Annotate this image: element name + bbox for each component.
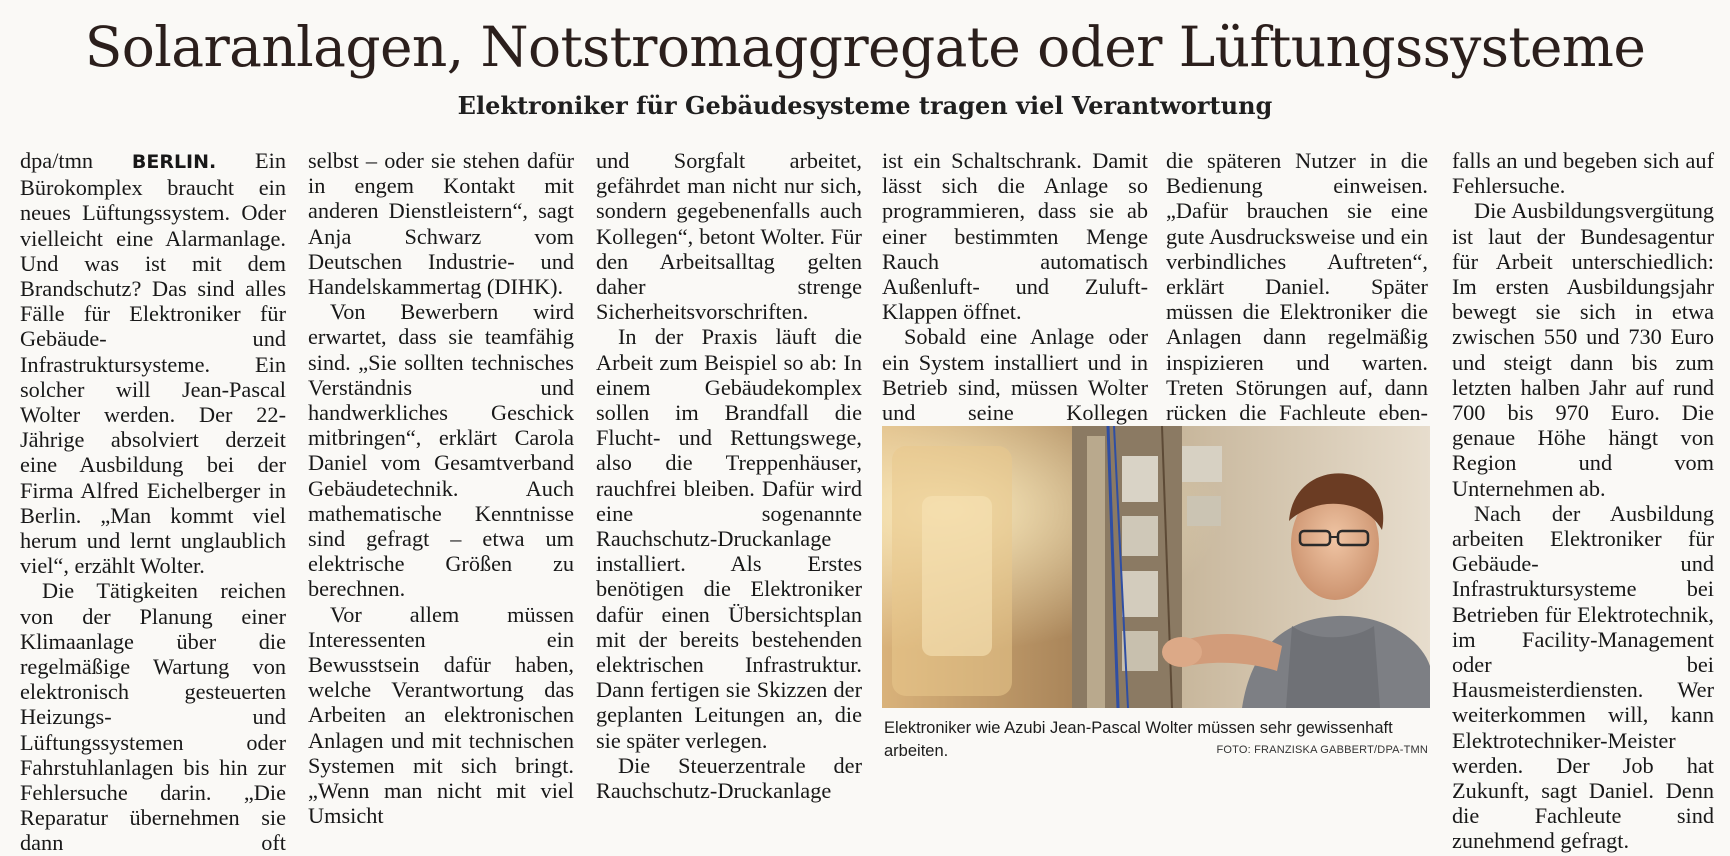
article-column-1 <box>20 148 286 856</box>
dateline-city: BERLIN. <box>131 151 217 173</box>
paragraph: selbst – oder sie stehen dafür in engem Kontakt mit anderen Dienstleistern“, sagt Anja Schwarz vom Deutschen Industrie- und Handelskammertag (DIHK). <box>308 148 574 300</box>
article-column-5 <box>1166 148 1428 425</box>
paragraph: Vor allem müssen Interessenten ein Bewusstsein dafür haben, welche Verantwortung das Arbeiten an elektronischen Anlagen und mit technischen Systemen mit sich bringt. „Wenn man nicht mit viel Umsicht <box>308 601 574 829</box>
article-photo <box>882 426 1430 708</box>
subheadline: Elektroniker für Gebäudesysteme tragen viel Verantwortung <box>457 91 1273 120</box>
article-column-2 <box>308 148 574 828</box>
paragraph: Sobald eine Anlage oder ein System installiert und in Betrieb sind, müssen Wolter und seine Kollegen <box>882 324 1148 426</box>
paragraph: Die Ausbildungsvergütung ist laut der Bundesagentur für Arbeit unterschiedlich: Im ersten Ausbildungsjahr bewegt sie sich in etwa zwischen 550 und 730 Euro und steigt dann bis zum letzten halben Jahr auf rund 700 bis 970 Euro. Die genaue Höhe hängt von Region und vom Unternehmen ab. <box>1452 198 1714 501</box>
paragraph: Nach der Ausbildung arbeiten Elektroniker für Gebäude- und Infrastruktursysteme bei Betrieben für Elektrotechnik, im Facility-Management oder bei Hausmeisterdiensten. Wer weiterkommen will, kann Elektrotechniker-Meister werden. Der Job hat Zukunft, sagt Daniel. Denn die Fachleute sind zunehmend gefragt. <box>1452 500 1714 854</box>
paragraph <box>20 148 286 578</box>
paragraph: Die Steuerzentrale der Rauchschutz-Druckanlage <box>596 752 862 804</box>
paragraph: ist ein Schaltschrank. Damit lässt sich die Anlage so programmieren, dass sie ab einer bestimmten Menge Rauch automatisch Außenluft- und Zuluft-Klappen öffnet. <box>882 148 1148 325</box>
article-column-4 <box>882 148 1148 425</box>
photo-credit: FOTO: FRANZISKA GABBERT/DPA-TMN <box>1216 744 1428 756</box>
paragraph: In der Praxis läuft die Arbeit zum Beispiel so ab: In einem Gebäudekomplex sollen im Brandfall die Flucht- und Rettungswege, also die Treppenhäuser, rauchfrei bleiben. Dafür wird eine sogenannte Rauchschutz-Druckanlage installiert. Als Erstes benötigen die Elektroniker dafür einen Übersichtsplan mit der bereits bestehenden elektrischen Infrastruktur. Dann fertigen sie Skizzen der geplanten Leitungen an, die sie später verlegen. <box>596 324 862 753</box>
article-column-6 <box>1452 148 1714 854</box>
paragraph-text: Ein Bürokomplex braucht ein neues Lüftungssystem. Oder vielleicht eine Alarmanlage. Und was ist mit dem Brandschutz? Das sind alles Fälle für Elektroniker für Gebäude- und Infrastruktursysteme. Ein solcher will Jean-Pascal Wolter werden. Der 22-Jährige absolviert derzeit eine Ausbildung bei der Firma Alfred Eichelberger in Berlin. „Man kommt viel herum und lernt unglaublich viel“, erzählt Wolter. <box>20 148 286 579</box>
paragraph: und Sorgfalt arbeitet, gefährdet man nicht nur sich, sondern gegebenenfalls auch Kollegen“, betont Wolter. Für den Arbeitsalltag gelten daher strenge Sicherheitsvorschriften. <box>596 148 862 325</box>
photo-caption: Elektroniker wie Azubi Jean-Pascal Wolter müssen sehr gewissenhaft arbeiten. <box>884 719 1393 760</box>
headline: Solaranlagen, Notstromaggregate oder Lüftungssysteme <box>84 15 1646 79</box>
paragraph: Von Bewerbern wird erwartet, dass sie teamfähig sind. „Sie sollten technisches Verständnis und handwerkliches Geschick mitbringen“, erklärt Carola Daniel vom Gesamtverband Gebäudetechnik. Auch mathematische Kenntnisse sind gefragt – etwa um elektrische Größen zu berechnen. <box>308 299 574 602</box>
dateline-source: dpa/tmn <box>20 148 132 173</box>
paragraph: falls an und begeben sich auf Fehlersuche. <box>1452 148 1714 199</box>
article-column-3 <box>596 148 862 803</box>
paragraph: die späteren Nutzer in die Bedienung einweisen. „Dafür brauchen sie eine gute Ausdrucksweise und ein verbindliches Auftreten“, erklärt Daniel. Später müssen die Elektroniker die Anlagen dann regelmäßig inspizieren und warten. Treten Störungen auf, dann rücken die Fachleute eben- <box>1166 148 1428 426</box>
paragraph: Die Tätigkeiten reichen von der Planung einer Klimaanlage über die regelmäßige Wartung von elektronisch gesteuerten Heizungs- und Lüftungssystemen oder Fahrstuhlanlagen bis hin zur Fehlersuche darin. „Die Reparatur übernehmen sie dann oft <box>20 578 286 856</box>
